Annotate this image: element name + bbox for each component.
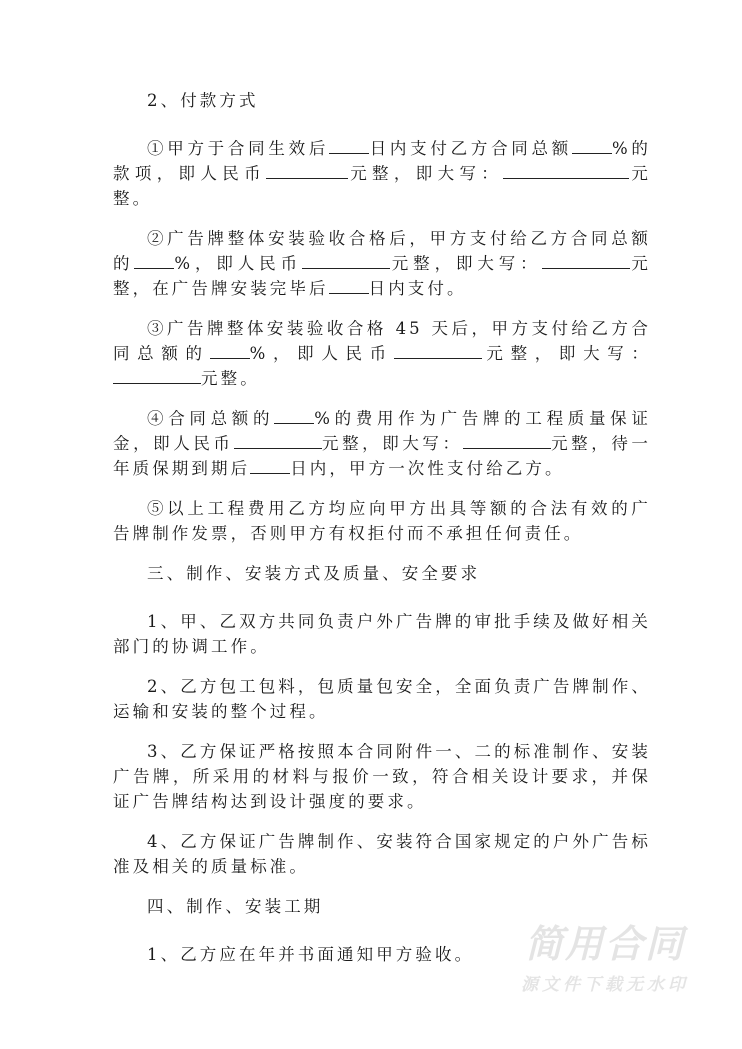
section-4-item-1: 1、乙方应在年并书面通知甲方验收。 (147, 945, 475, 964)
payment-item-5: ⑤以上工程费用乙方均应向甲方出具等额的合法有效的广告牌制作发票，否则甲方有权拒付而不承担任何责任。 (113, 499, 651, 543)
section-3-item-2: 2、乙方包工包料，包质量包安全，全面负责广告牌制作、运输和安装的整个过程。 (113, 677, 651, 721)
section-3-item-1: 1、甲、乙双方共同负责户外广告牌的审批手续及做好相关部门的协调工作。 (113, 612, 651, 656)
text: ②广告牌整体安装验收合格后，甲方支付给乙方合同总额的 (113, 229, 651, 273)
section-3-item-4: 4、乙方保证广告牌制作、安装符合国家规定的户外广告标准及相关的质量标准。 (113, 832, 651, 876)
payment-item-4 (113, 406, 651, 481)
blank-amount[interactable] (234, 434, 322, 449)
blank-amount[interactable] (302, 254, 390, 269)
blank-amount-words[interactable] (542, 254, 630, 269)
blank-percent[interactable] (572, 139, 612, 154)
payment-item-2 (113, 226, 651, 301)
text: %的款项，即人民币 (113, 139, 651, 183)
text: 元整。 (113, 164, 652, 208)
blank-amount[interactable] (266, 164, 348, 179)
text: 日内支付乙方合同总额 (369, 139, 572, 158)
payment-item-1 (113, 136, 651, 211)
text: ④合同总额的 (147, 409, 275, 428)
section-3-item-3: 3、乙方保证严格按照本合同附件一、二的标准制作、安装广告牌，所采用的材料与报价一致，符合相关设计要求，并保证广告牌结构达到设计强度的要求。 (113, 742, 651, 811)
text: 元整。 (201, 369, 260, 388)
section-4-heading: 四、制作、安装工期 (147, 897, 324, 916)
blank-percent[interactable] (134, 254, 174, 269)
text: 日内支付。 (368, 279, 467, 298)
section-2-heading: 2、付款方式 (147, 91, 259, 110)
text: ③广告牌整体安装验收合格 45 天后，甲方支付给乙方合同总额的 (113, 319, 651, 363)
watermark-logo-text: 简用合同 (524, 922, 685, 966)
text: 元整，在广告牌安装完毕后 (113, 254, 651, 298)
blank-percent[interactable] (274, 409, 314, 424)
blank-amount-words[interactable] (113, 369, 201, 384)
watermark (515, 922, 695, 1000)
blank-amount-words[interactable] (503, 164, 629, 179)
text: 元整，即大写： (481, 344, 652, 363)
section-3-heading: 三、制作、安装方式及质量、安全要求 (147, 564, 481, 583)
blank-days[interactable] (329, 139, 369, 154)
blank-days[interactable] (250, 459, 290, 474)
payment-item-3 (113, 316, 651, 391)
document-page (113, 88, 651, 982)
blank-amount[interactable] (394, 344, 482, 359)
blank-days[interactable] (329, 279, 369, 294)
text: %，即人民币 (174, 254, 302, 273)
text: 元整，即大写： (389, 254, 542, 273)
text: 元整，即大写： (347, 164, 504, 183)
text: ①甲方于合同生效后 (147, 139, 330, 158)
text: %，即人民币 (249, 344, 394, 363)
watermark-subtext: 源文件下载无水印 (521, 975, 689, 995)
text: 元整，待一年质保期到期后 (113, 434, 652, 478)
blank-amount-words[interactable] (463, 434, 551, 449)
text: 元整，即大写： (321, 434, 463, 453)
text: 日内，甲方一次性支付给乙方。 (290, 459, 565, 478)
blank-percent[interactable] (210, 344, 250, 359)
text: %的费用作为广告牌的工程质量保证金，即人民币 (113, 409, 651, 453)
